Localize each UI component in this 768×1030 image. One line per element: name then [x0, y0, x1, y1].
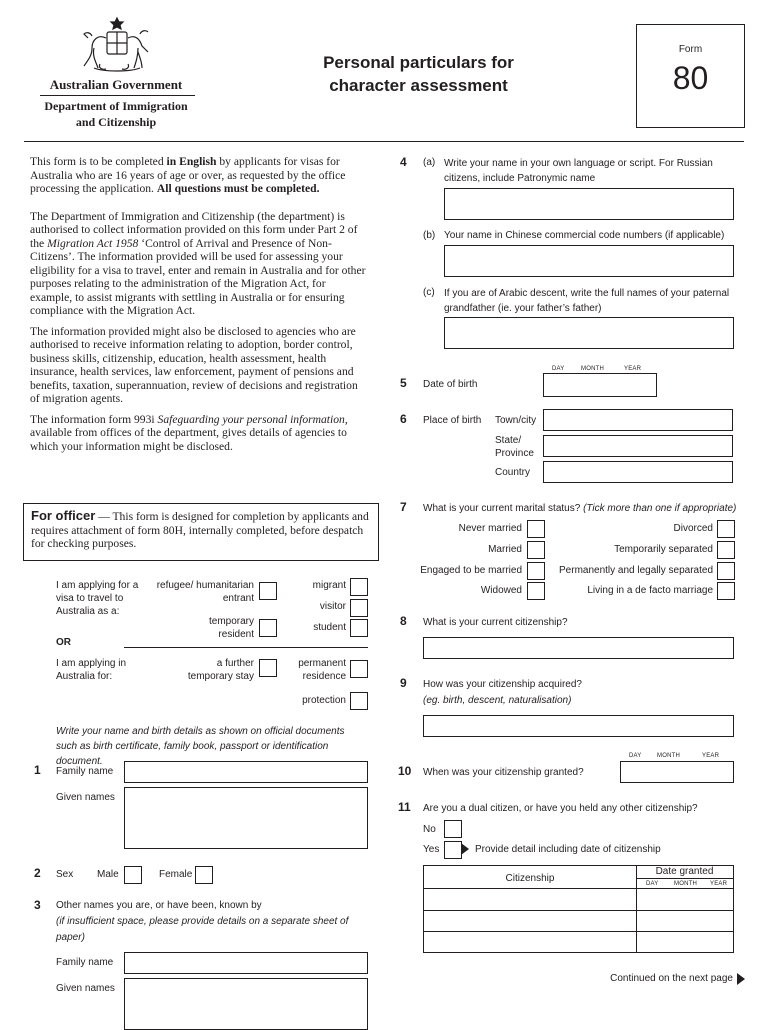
continued-next-page: Continued on the next page: [610, 973, 733, 984]
temporary-resident-label: temporary resident: [208, 616, 254, 640]
question-8-number: 8: [400, 614, 407, 628]
yes-detail-label: Provide detail including date of citizenship: [475, 844, 661, 855]
q4c-input[interactable]: [444, 317, 734, 349]
q4b-label: (b): [423, 230, 436, 241]
q4b-text: Your name in Chinese commercial code numbers (if applicable): [444, 230, 725, 241]
state-province-input[interactable]: [543, 435, 733, 457]
widowed-checkbox[interactable]: [527, 582, 545, 600]
date-granted-column-header: Date granted: [655, 866, 714, 877]
q3-family-name-input[interactable]: [124, 952, 368, 974]
date-of-birth-label: Date of birth: [423, 379, 478, 390]
question-4-number: 4: [400, 155, 407, 169]
q3-given-names-input[interactable]: [124, 978, 368, 1030]
citizenship-acquired-input[interactable]: [423, 715, 734, 737]
form-label: Form: [678, 44, 703, 55]
current-citizenship-input[interactable]: [423, 637, 734, 659]
male-checkbox[interactable]: [124, 866, 142, 884]
arrow-right-icon: [461, 843, 469, 855]
form-number: 80: [672, 60, 709, 96]
de-facto-label: Living in a de facto marriage: [587, 585, 713, 596]
q3-note: (if insufficient space, please provide details on a separate sheet of paper): [56, 916, 349, 943]
intro-paragraph-2: The Department of Immigration and Citizenship (the department) is authorised to collect information provided on this form under Part 2 of the Migration Act 1958 ‘Control of Arrival and Presence of Non-Citizens’. The information provided will be used for assessing your eligibility for a visa to travel, enter and remain in Australia and for other purposes relating to the administration of the Migration Act, for example, to assist migrants with settling in Australia or for ensuring compliance with the Migration Act.: [30, 209, 366, 317]
divorced-label: Divorced: [673, 523, 713, 534]
question-5-number: 5: [400, 376, 407, 390]
question-6-number: 6: [400, 412, 407, 426]
header-divider: [24, 141, 744, 142]
migrant-checkbox[interactable]: [350, 578, 368, 596]
question-9-number: 9: [400, 676, 407, 690]
question-11-number: 11: [398, 800, 411, 814]
q9-note: (eg. birth, descent, naturalisation): [423, 695, 572, 706]
q1-given-names-input[interactable]: [124, 787, 368, 849]
no-label: No: [423, 824, 436, 835]
temporarily-separated-label: Temporarily separated: [614, 544, 713, 555]
q1-family-name-label: Family name: [56, 766, 114, 777]
further-temporary-stay-checkbox[interactable]: [259, 659, 277, 677]
for-officer-box: [23, 503, 379, 561]
q8-question-text: What is your current citizenship?: [423, 617, 568, 628]
refugee-label: refugee/ humanitarian entrant: [156, 580, 254, 604]
government-name: Australian Government: [49, 77, 183, 92]
date-of-birth-input[interactable]: [543, 373, 657, 397]
protection-label: protection: [302, 695, 346, 706]
table-day-header: DAY: [646, 881, 659, 887]
refugee-checkbox[interactable]: [259, 582, 277, 600]
intro-paragraph-4: The information form 993i Safeguarding your personal information, available from offices of the department, gives details of agencies to which your information might be disclosed.: [30, 412, 348, 453]
q5-day-header: DAY: [552, 366, 565, 372]
intro-paragraph-3: The information provided might also be disclosed to agencies who are authorised to receive information relating to adoption, border control, business skills, citizenship, education, health assessment, health insurance, health services, law enforcement, payment of pensions and benefits, taxation, superannuation, review of decisions and registration of migration agents.: [30, 324, 358, 405]
temporary-resident-checkbox[interactable]: [259, 619, 277, 637]
table-row-citizenship-3[interactable]: [425, 932, 635, 951]
q10-question-text: When was your citizenship granted?: [423, 767, 584, 778]
female-checkbox[interactable]: [195, 866, 213, 884]
q10-month-header: MONTH: [657, 753, 680, 759]
for-officer-heading: For officer: [31, 508, 96, 523]
q4a-input[interactable]: [444, 188, 734, 220]
q5-month-header: MONTH: [581, 366, 604, 372]
citizenship-column-header: Citizenship: [505, 873, 555, 884]
engaged-checkbox[interactable]: [527, 562, 545, 580]
q4a-text: Write your name in your own language or script. For Russian citizens, include Patronymic name: [444, 158, 713, 184]
married-label: Married: [488, 544, 522, 555]
protection-checkbox[interactable]: [350, 692, 368, 710]
female-label: Female: [159, 869, 193, 880]
form-number-box: [636, 24, 745, 128]
table-row-date-2[interactable]: [637, 911, 732, 930]
place-of-birth-label: Place of birth: [423, 415, 482, 426]
q3-given-names-label: Given names: [56, 983, 115, 994]
form-title-line1: Personal particulars for: [323, 53, 514, 72]
or-label: OR: [56, 637, 71, 648]
town-city-label: Town/city: [495, 415, 537, 426]
student-label: student: [313, 622, 346, 633]
table-row-date-1[interactable]: [637, 889, 732, 909]
sex-label: Sex: [56, 869, 74, 880]
never-married-label: Never married: [458, 523, 522, 534]
visitor-checkbox[interactable]: [350, 599, 368, 617]
no-checkbox[interactable]: [444, 820, 462, 838]
question-2-number: 2: [34, 866, 41, 880]
q4c-text: If you are of Arabic descent, write the full names of your paternal grandfather (ie. your father’s father): [444, 288, 730, 314]
q9-question-text: How was your citizenship acquired?: [423, 679, 582, 690]
applying-travel-label: I am applying for a visa to travel to Australia as a:: [56, 580, 139, 617]
q10-day-header: DAY: [629, 753, 642, 759]
migrant-label: migrant: [312, 580, 346, 591]
further-temporary-stay-label: a further temporary stay: [187, 658, 254, 682]
q3-family-name-label: Family name: [56, 957, 114, 968]
write-name-note: Write your name and birth details as shown on official documents such as birth certificate, family book, passport or identification document.: [56, 726, 345, 767]
permanent-residence-label: permanent residence: [298, 658, 346, 682]
country-label: Country: [495, 467, 531, 478]
engaged-label: Engaged to be married: [420, 565, 522, 576]
visitor-label: visitor: [319, 601, 346, 612]
married-checkbox[interactable]: [527, 541, 545, 559]
arrow-right-icon: [737, 973, 745, 985]
permanent-residence-checkbox[interactable]: [350, 660, 368, 678]
q3-question-text: Other names you are, or have been, known by: [56, 900, 262, 911]
q10-year-header: YEAR: [702, 753, 720, 759]
town-city-input[interactable]: [543, 409, 733, 431]
male-label: Male: [97, 869, 119, 880]
question-7-number: 7: [400, 500, 407, 514]
citizenship-table: [423, 865, 734, 953]
table-row-citizenship-1[interactable]: [425, 889, 635, 909]
q11-question-text: Are you a dual citizen, or have you held any other citizenship?: [423, 803, 698, 814]
q1-family-name-input[interactable]: [124, 761, 368, 783]
state-province-label: State/ Province: [495, 435, 534, 459]
question-10-number: 10: [398, 764, 412, 778]
for-officer-text: — This form is designed for completion by applicants and requires attachment of form 80H, internally completed, before despatch for checking purposes.: [31, 510, 369, 550]
department-name-line2: and Citizenship: [75, 115, 157, 129]
q4a-label: (a): [423, 157, 436, 168]
permanently-separated-label: Permanently and legally separated: [559, 565, 713, 576]
divorced-checkbox[interactable]: [717, 520, 735, 538]
form-title-line2: character assessment: [329, 76, 508, 95]
de-facto-checkbox[interactable]: [717, 582, 735, 600]
widowed-label: Widowed: [480, 585, 522, 596]
intro-paragraph-1: This form is to be completed in English by applicants for visas for Australia who are 16 years of age or over, as requested by the office processing the application. All questions must be completed.: [30, 155, 346, 195]
permanently-separated-checkbox[interactable]: [717, 562, 735, 580]
table-row-citizenship-2[interactable]: [425, 911, 635, 930]
yes-checkbox[interactable]: [444, 841, 462, 859]
q4b-input[interactable]: [444, 245, 734, 277]
q7-question-text: What is your current marital status? (Tick more than one if appropriate): [423, 503, 737, 514]
q1-given-names-label: Given names: [56, 792, 115, 803]
applying-divider: [124, 647, 368, 648]
question-3-number: 3: [34, 898, 41, 912]
table-year-header: YEAR: [710, 881, 728, 887]
country-input[interactable]: [543, 461, 733, 483]
yes-label: Yes: [423, 844, 440, 855]
question-1-number: 1: [34, 763, 41, 777]
intro-text: [30, 155, 366, 453]
never-married-checkbox[interactable]: [527, 520, 545, 538]
department-name-line1: Department of Immigration: [44, 99, 188, 113]
table-month-header: MONTH: [674, 881, 697, 887]
table-row-date-3[interactable]: [637, 932, 732, 951]
student-checkbox[interactable]: [350, 619, 368, 637]
citizenship-granted-date-input[interactable]: [620, 761, 734, 783]
applying-in-australia-label: I am applying in Australia for:: [56, 658, 127, 682]
q4c-label: (c): [423, 287, 435, 298]
header-rule: [40, 95, 195, 96]
coat-of-arms-emblem: [80, 16, 154, 76]
temporarily-separated-checkbox[interactable]: [717, 541, 735, 559]
q5-year-header: YEAR: [624, 366, 642, 372]
